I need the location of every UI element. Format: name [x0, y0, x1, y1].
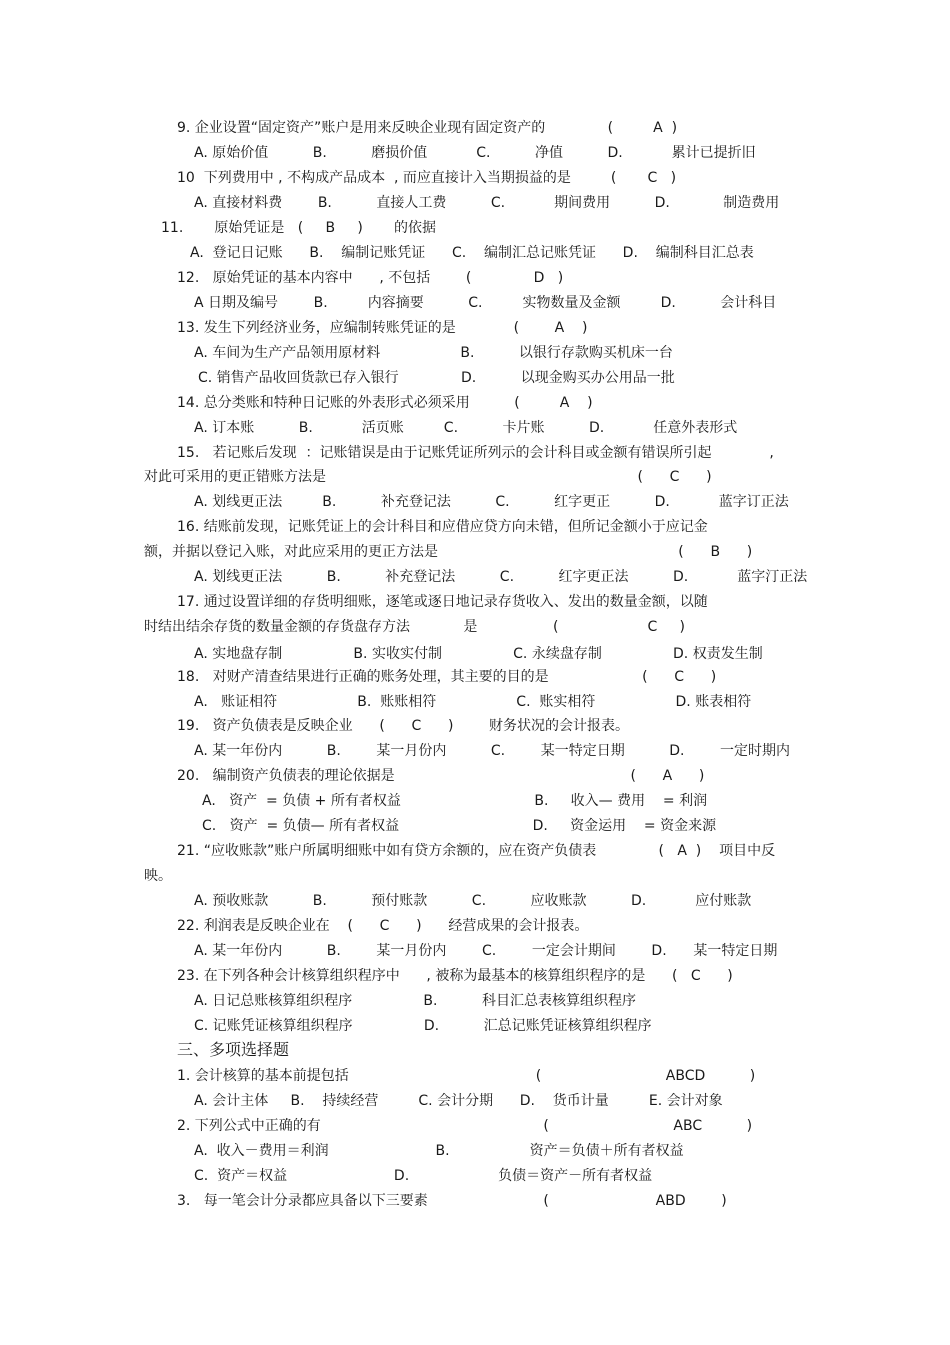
question-10: 10 下列费用中 , 不构成产品成本 , 而应直接计入当期损益的是 ( C ) — [177, 170, 677, 186]
question-20-options-ab: A. 资产 = 负债 + 所有者权益 B. 收入— 费用 = 利润 — [202, 793, 708, 809]
question-14: 14. 总分类账和特种日记账的外表形式必须采用 ( A ) — [177, 395, 593, 411]
question-20: 20. 编制资产负债表的理论依据是 ( A ) — [177, 768, 705, 784]
question-17: 17. 通过设置详细的存货明细账，逐笔或逐日地记录存货收入、发出的数量金额，以随 — [177, 594, 708, 610]
question-13-options-cd: C. 销售产品收回货款已存入银行 D. 以现金购买办公用品一批 — [198, 370, 675, 386]
question-9-options: A. 原始价值 B. 磨损价值 C. 净值 D. 累计已提折旧 — [194, 145, 756, 161]
question-23: 23. 在下列各种会计核算组织程序中 , 被称为最基本的核算组织程序的是 ( C ) — [177, 968, 733, 984]
question-16: 16. 结账前发现，记账凭证上的会计科目和应借应贷方向未错，但所记金额小于应记金 — [177, 519, 708, 535]
question-12: 12. 原始凭证的基本内容中 , 不包括 ( D ) — [177, 270, 564, 286]
question-13-options-ab: A. 车间为生产产品领用原材料 B. 以银行存款购买机床一台 — [194, 345, 673, 361]
question-21: 21. “应收账款”账户所属明细账中如有贷方余额的，应在资产负债表 ( A ) 项目中反 — [177, 843, 776, 859]
question-22-options: A. 某一年份内 B. 某一月份内 C. 一定会计期间 D. 某一特定日期 — [194, 943, 778, 959]
question-15: 15. 若记账后发现 ：记账错误是由于记账凭证所列示的会计科目或金额有错误所引起 , — [177, 445, 774, 461]
question-18: 18. 对财产清查结果进行正确的账务处理，其主要的目的是 ( C ) — [177, 669, 717, 685]
question-15-options: A. 划线更正法 B. 补充登记法 C. 红字更正 D. 蓝字订正法 — [194, 494, 789, 510]
question-21-cont: 映。 — [144, 868, 172, 884]
question-19: 19. 资产负债表是反映企业 ( C ) 财务状况的会计报表。 — [177, 718, 630, 734]
question-15-cont: 对此可采用的更正错账方法是 ( C ) — [144, 469, 712, 485]
mc-question-1: 1. 会计核算的基本前提包括 ( ABCD ) — [177, 1068, 756, 1084]
mc-question-2-options-ab: A. 收入－费用＝利润 B. 资产＝负债＋所有者权益 — [194, 1143, 684, 1159]
question-17-options: A. 实地盘存制 B. 实收实付制 C. 永续盘存制 D. 权责发生制 — [194, 646, 763, 662]
section-heading-multiple-choice: 三、多项选择题 — [177, 1040, 290, 1059]
question-19-options: A. 某一年份内 B. 某一月份内 C. 某一特定日期 D. 一定时期内 — [194, 743, 791, 759]
question-16-options: A. 划线更正法 B. 补充登记法 C. 红字更正法 D. 蓝字汀正法 — [194, 569, 808, 585]
question-23-options-ab: A. 日记总账核算组织程序 B. 科目汇总表核算组织程序 — [194, 993, 636, 1009]
mc-question-3: 3. 每一笔会计分录都应具备以下三要素 ( ABD ) — [177, 1193, 727, 1209]
question-18-options: A. 账证相符 B. 账账相符 C. 账实相符 D. 账表相符 — [194, 694, 752, 710]
mc-question-1-options: A. 会计主体 B. 持续经营 C. 会计分期 D. 货币计量 E. 会计对象 — [194, 1093, 723, 1109]
question-11-options: A. 登记日记账 B. 编制记账凭证 C. 编制汇总记账凭证 D. 编制科目汇总表 — [190, 245, 754, 261]
question-21-options: A. 预收账款 B. 预付账款 C. 应收账款 D. 应付账款 — [194, 893, 752, 909]
question-14-options: A. 订本账 B. 活页账 C. 卡片账 D. 任意外表形式 — [194, 420, 738, 436]
question-20-options-cd: C. 资产 = 负债— 所有者权益 D. 资金运用 = 资金来源 — [202, 818, 717, 834]
question-23-options-cd: C. 记账凭证核算组织程序 D. 汇总记账凭证核算组织程序 — [194, 1018, 652, 1034]
question-22: 22. 利润表是反映企业在 ( C ) 经营成果的会计报表。 — [177, 918, 589, 934]
question-16-cont: 额，并据以登记入账，对此应采用的更正方法是 ( B ) — [144, 544, 753, 560]
question-17-cont: 时结出结余存货的数量金额的存货盘存方法 是 ( C ) — [144, 619, 686, 635]
question-9: 9. 企业设置“固定资产”账户是用来反映企业现有固定资产的 ( A ) — [177, 120, 678, 136]
question-13: 13. 发生下列经济业务，应编制转账凭证的是 ( A ) — [177, 320, 588, 336]
mc-question-2-options-cd: C. 资产＝权益 D. 负债＝资产－所有者权益 — [194, 1168, 653, 1184]
question-12-options: A 日期及编号 B. 内容摘要 C. 实物数量及金额 D. 会计科目 — [194, 295, 777, 311]
question-11: 11. 原始凭证是 ( B ) 的依据 — [161, 220, 436, 236]
mc-question-2: 2. 下列公式中正确的有 ( ABC ) — [177, 1118, 753, 1134]
question-10-options: A. 直接材料费 B. 直接人工费 C. 期间费用 D. 制造费用 — [194, 195, 780, 211]
